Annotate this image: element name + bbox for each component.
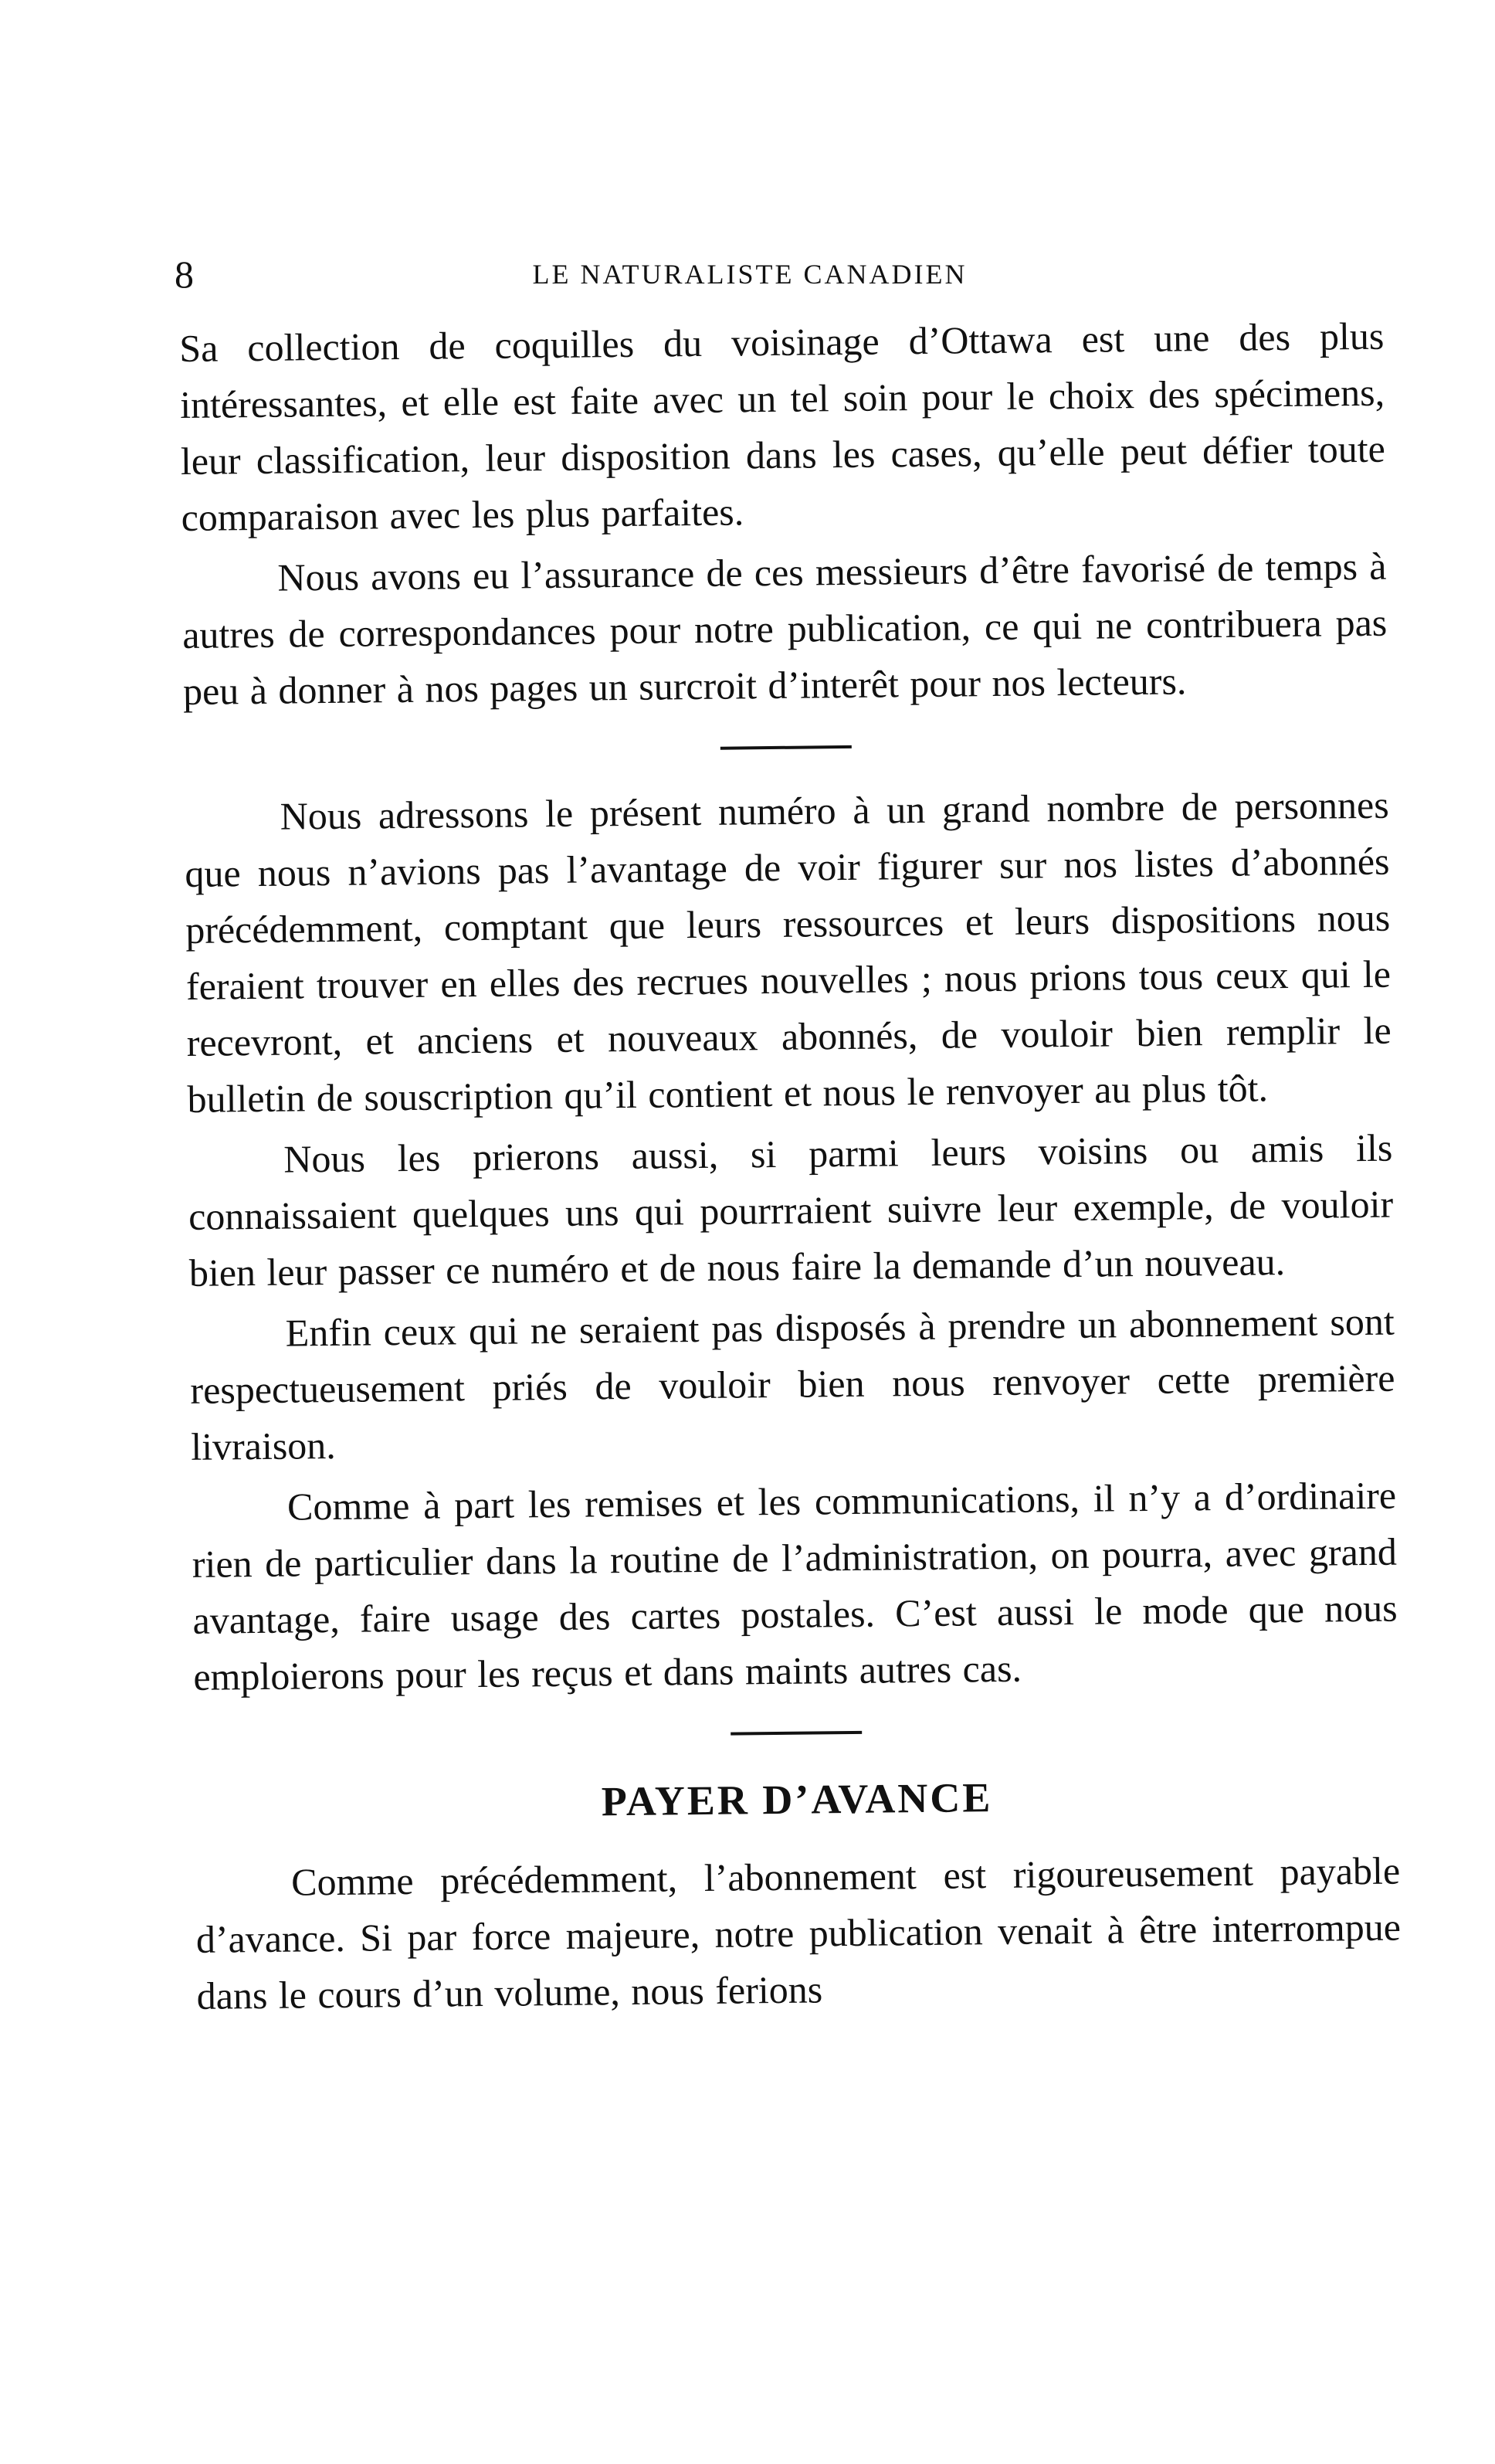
body-text: [179, 308, 1402, 2024]
section-heading: PAYER D’AVANCE: [601, 1774, 993, 1825]
running-title: LE NATURALISTE CANADIEN: [532, 259, 968, 290]
paragraph-postal-cards: Comme à part les remises et les communications, il n’y a d’ordinaire rien de particulier dans la routine de l’administration, on pourra, avec grand avantage, faire usage des cartes postales. C’est aussi le mode que nous emploierons pour les reçus et dans maints autres cas.: [192, 1473, 1398, 1699]
paragraph-new-subscribers: Nous adressons le présent numéro à un grand nombre de personnes que nous n’avions pas l’avantage de voir figurer sur nos listes d’abonnés précédemment, comptant que leurs ressources et leurs dispositions nous feraient trouver en elles des recrues nouvelles ; nous prions tous ceux qui le recevront, et anciens et nouveaux abonnés, de vouloir bien remplir le bulletin de souscription qu’il contient et nous le renvoyer au plus tôt.: [185, 782, 1392, 1121]
paragraph-payment-in-advance: Comme précédemment, l’abonnement est rigoureusement payable d’avance. Si par force majeure, notre publication venait à être interrompue dans le cours d’un volume, nous ferions: [195, 1848, 1402, 2018]
paragraph-return-issue: Enfin ceux qui ne seraient pas disposés à prendre un abonnement sont respectueusement priés de vouloir bien nous renvoyer cette première livraison.: [190, 1299, 1395, 1468]
paragraph-neighbours: Nous les prierons aussi, si parmi leurs voisins ou amis ils connaissaient quelques uns qui pourrraient suivre leur exemple, de vouloir bien leur passer ce numéro et de nous faire la demande d’un nouveau.: [188, 1125, 1394, 1295]
paragraph-correspondence: Nous avons eu l’assurance de ces messieurs d’être favorisé de temps à autres de correspondances pour notre publication, ce qui ne contribuera pas peu à donner à nos pages un surcroit d’interêt pour nos lecteurs.: [181, 544, 1388, 713]
page-header: [175, 247, 1325, 301]
paragraph-ottawa-collection: Sa collection de coquilles du voisinage d’Ottawa est une des plus intéressantes, et elle est faite avec un tel soin pour le choix des spécimens, leur classification, leur disposition dans les cases, qu’elle peut défier toute comparaison avec les plus parfaites.: [179, 314, 1386, 539]
section-divider: [731, 1731, 862, 1736]
page-number: 8: [175, 253, 194, 296]
section-divider: [720, 745, 852, 750]
